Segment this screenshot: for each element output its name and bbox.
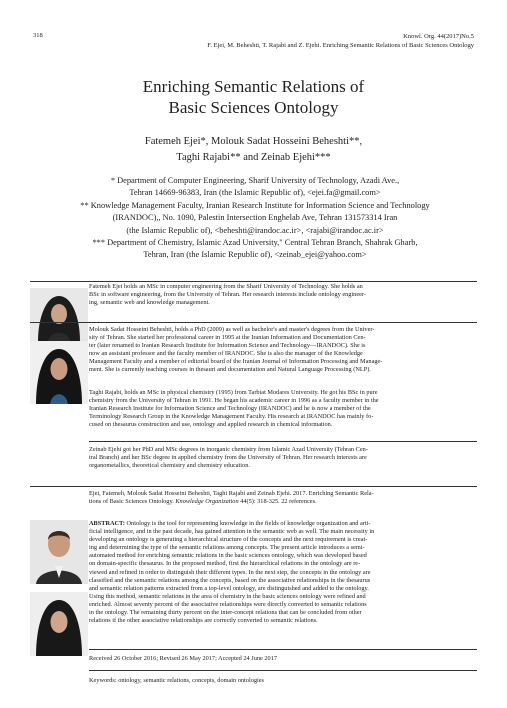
portrait-man-icon	[30, 520, 88, 584]
bio-text-ejehi	[89, 446, 477, 470]
bio-line: ment. She is currently teaching courses in thesauri and documentation and Natural Language Processing (NLP).	[89, 366, 371, 374]
abstract-line: viewed and refined in order to distinguish their different types. In the next step, the concepts in the ontology are	[89, 568, 371, 576]
abstract-line: classified and the semantic relations among the concepts, based on the associative relationships in the thesaurus	[89, 576, 371, 584]
bio-text-beheshti	[89, 326, 477, 375]
citation-text: tions of Basic Sciences Ontology.	[89, 498, 174, 506]
authors-line-1: Fatemeh Ejei*, Molouk Sadat Hosseini Beheshti**,	[144, 136, 363, 147]
citation-line: Ejei, Fatemeh, Molouk Sadat Hosseini Beheshti, Taghi Rajabi and Zeinab Ejehi. 2017. Enriching Semantic Rela-	[89, 490, 374, 497]
affiliation-line: *** Department of Chemistry, Islamic Azad University," Central Tehran Branch, Shahrak Gharb,	[92, 238, 418, 248]
page-number: 318	[33, 32, 43, 39]
divider	[89, 670, 477, 671]
journal-name: Knowledge Organization	[175, 498, 239, 506]
affiliation-line: Tehran, Iran (the Islamic Republic of), <zeinab_ejei@yahoo.com>	[143, 250, 367, 260]
abstract-line	[89, 520, 477, 528]
affiliation-line: ** Knowledge Management Faculty, Iranian Research Institute for Information Science and Technology	[80, 200, 430, 210]
bio-line: tral Branch) and her BSc degree in applied chemistry from the University of Tehran. Her research interests are	[89, 454, 367, 462]
abstract-label: ABSTRACT:	[89, 520, 125, 527]
bio-line: now an assistant professor and the faculty member of IRANDOC. She is also the manager of the Knowledge	[89, 350, 363, 358]
authors-line-2: Taghi Rajabi** and Zeinab Ejehi***	[176, 152, 331, 163]
portrait-woman-hijab-icon	[30, 592, 88, 656]
author-photo-rajabi	[30, 520, 88, 584]
bio-line: chemistry from the University of Tehran in 1991. He began his academic career in 1996 as a faculty member in the	[89, 397, 379, 405]
running-authors-header: F. Ejei, M. Beheshti, T. Rajabi and Z. Ejehi. Enriching Semantic Relations of Basic Sciences Ontology	[207, 42, 474, 49]
citation	[89, 490, 477, 506]
abstract	[89, 520, 477, 625]
abstract-line: in the ontology. The remaining thirty percent on the inter-concept relations that can be concluded from other	[89, 609, 362, 617]
bio-line: organometallics, theoretical chemistry and chemistry education.	[89, 462, 250, 470]
affiliation-line: * Department of Computer Engineering, Sharif University of Technology, Azadi Ave.,	[110, 176, 400, 185]
divider	[89, 441, 477, 442]
bio-block-rajabi	[30, 389, 477, 443]
abstract-line: ficial intelligence, and in the past decade, has gained attention in the semantic web as well. The main necessity in	[89, 528, 375, 536]
affiliations	[30, 175, 480, 262]
bio-line: Zeinab Ejehi got her PhD and MSc degrees in inorganic chemistry from Islamic Azad University (Tehran Cen-	[89, 446, 368, 453]
bio-line: Iranian Research Institute for Information Science and Technology (IRANDOC) and he is now a member of the	[89, 405, 371, 413]
divider	[30, 486, 477, 487]
abstract-line: enriched. Almost seventy percent of the associative relationships were directly converted to semantic relations	[89, 600, 367, 608]
article-title	[0, 76, 507, 118]
journal-citation-header: Knowl. Org. 44(2017)No.5	[403, 33, 474, 40]
abstract-line: ing and determining the type of the semantic relations among concepts. The present article introduces a semi-	[89, 544, 365, 552]
abstract-line: Using this method, semantic relations in the area of chemistry in the basic sciences ontology were refined and	[89, 592, 366, 600]
author-list	[0, 134, 507, 166]
affiliation-line: (the Islamic Republic of), <beheshti@irandoc.ac.ir>, <rajabi@irandoc.ac.ir>	[126, 225, 384, 235]
bio-text-rajabi	[89, 389, 477, 429]
abstract-line: relations if the other associative relationships are correctly converted to semantic relations.	[89, 617, 318, 625]
bio-line: cused on thesaurus construction and use, ontology and applied research in chemical information.	[89, 421, 333, 429]
bio-line: Fatemeh Ejei holds an MSc in computer engineering from the Sharif University of Technology. She holds an	[89, 283, 363, 290]
author-photo-ejehi	[30, 592, 88, 656]
divider	[89, 649, 477, 650]
abstract-line: developing an ontology is generating a hierarchical structure of the concepts and the next requirement is creat-	[89, 536, 368, 544]
citation-line	[89, 498, 477, 506]
abstract-text: Ontology is the tool for representing knowledge in the fields of knowledge organization and arti-	[124, 520, 371, 527]
citation-text: 44(5): 318-325. 22 references.	[240, 498, 317, 506]
abstract-line: automated method for enriching semantic relations in the basic sciences ontology, which was developed based	[89, 552, 367, 560]
bio-line: ing, semantic web and knowledge management.	[89, 299, 210, 307]
bio-line: Management Faculty and a member of editorial board of the Iranian Journal of Information Processing and Manage-	[89, 358, 383, 366]
bio-line: sity of Tehran. She started her professional career in 1995 at the Iranian Information and Documentation Cen-	[89, 334, 366, 342]
article-dates: Received 26 October 2016; Revised 26 May 2017; Accepted 24 June 2017	[89, 655, 277, 662]
running-header	[207, 32, 474, 50]
bio-text-ejei	[89, 283, 477, 307]
title-line-1: Enriching Semantic Relations of	[142, 77, 365, 96]
bio-line: Molouk Sadat Hosseini Beheshti, holds a PhD (2009) as well as bachelor's and master's degrees from the Univer-	[89, 326, 375, 333]
bio-line: Terminology Research Group in the Knowledge Management Faculty. His research at IRANDOC has mainly fo-	[89, 413, 374, 421]
keywords: Keywords: ontology, semantic relations, concepts, domain ontologies	[89, 677, 264, 684]
abstract-line: on domain-specific thesaurus. In the proposed method, first the hierarchical relations in the ontology are re-	[89, 560, 361, 568]
bio-line: Taghi Rajabi, holds an MSc in physical chemistry (1995) from Tarbiat Modares University. He got his BSc in pure	[89, 389, 378, 396]
bio-line: BSc in software engineering, from the University of Tehran. Her research interests include ontology engineer-	[89, 291, 366, 299]
abstract-line: and semantic relation patterns extracted from a top-level ontology, are distinguished and added to the ontology.	[89, 584, 369, 592]
bio-line: ter (later renamed to Iranian Research Institute for Information Science and Technology—IRANDOC). She is	[89, 342, 366, 350]
affiliation-line: Tehran 14669-96383, Iran (the Islamic Republic of), <ejei.fa@gmail.com>	[129, 188, 381, 198]
affiliation-line: (IRANDOC),, No. 1090, Palestin Intersection Enghelab Ave, Tehran 131573314 Iran	[112, 213, 398, 223]
bio-block-beheshti	[30, 322, 477, 387]
title-line-2: Basic Sciences Ontology	[168, 98, 339, 117]
